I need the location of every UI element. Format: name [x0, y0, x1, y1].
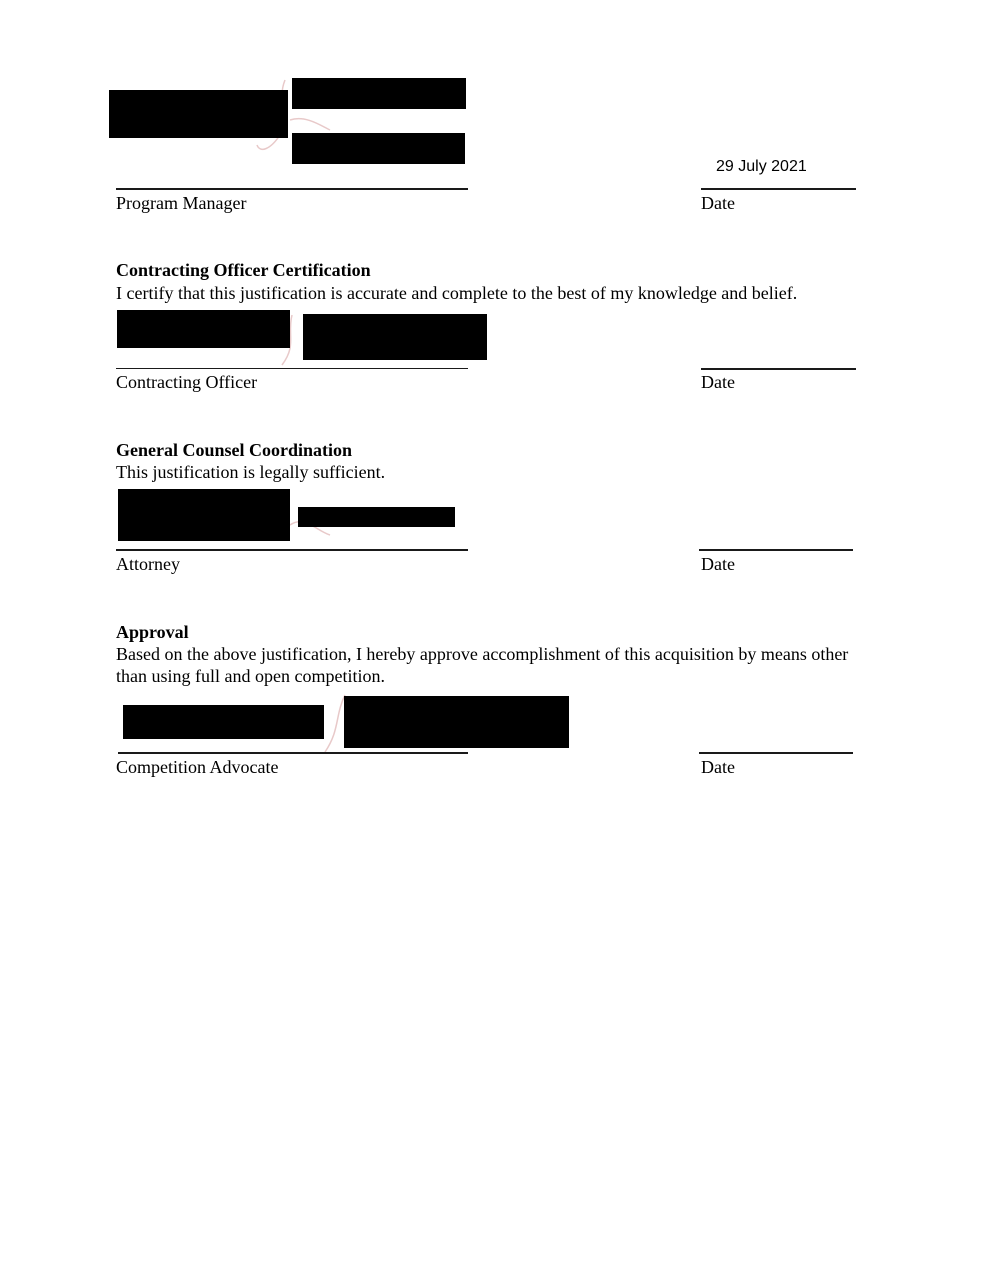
- date-label: Date: [701, 554, 735, 574]
- signature-line: [116, 368, 468, 369]
- approval-statement: Based on the above justification, I hereby approve accomplishment of this acquisition by means other than using full and open competition.: [116, 644, 849, 686]
- redacted-title: [292, 133, 465, 164]
- role-label: Contracting Officer: [116, 372, 258, 392]
- section-heading: Contracting Officer Certification: [116, 260, 371, 280]
- redacted-signature: [118, 489, 290, 541]
- date-label: Date: [701, 372, 735, 392]
- date-line: [699, 549, 853, 551]
- redacted-signature: [117, 310, 290, 348]
- date-line: [701, 188, 856, 190]
- date-line: [699, 752, 853, 754]
- redacted-name: [292, 78, 466, 109]
- certification-statement: I certify that this justification is accurate and complete to the best of my knowledge and belief.: [116, 283, 798, 303]
- redacted-signature: [109, 90, 288, 138]
- signature-line: [118, 752, 468, 754]
- signature-line: [116, 549, 468, 551]
- date-label: Date: [701, 757, 735, 777]
- redacted-name: [298, 507, 455, 527]
- role-label: Attorney: [116, 554, 180, 574]
- date-line: [701, 368, 856, 370]
- date-label: Date: [701, 193, 735, 213]
- section-heading: General Counsel Coordination: [116, 440, 353, 460]
- role-label: Competition Advocate: [116, 757, 279, 777]
- redacted-name: [303, 314, 487, 360]
- signature-line: [116, 188, 468, 190]
- redacted-name: [344, 696, 569, 748]
- section-heading: Approval: [116, 622, 189, 642]
- date-value: 29 July 2021: [716, 158, 807, 175]
- legal-statement: This justification is legally sufficient.: [116, 462, 386, 482]
- redacted-signature: [123, 705, 324, 739]
- role-label: Program Manager: [116, 193, 247, 213]
